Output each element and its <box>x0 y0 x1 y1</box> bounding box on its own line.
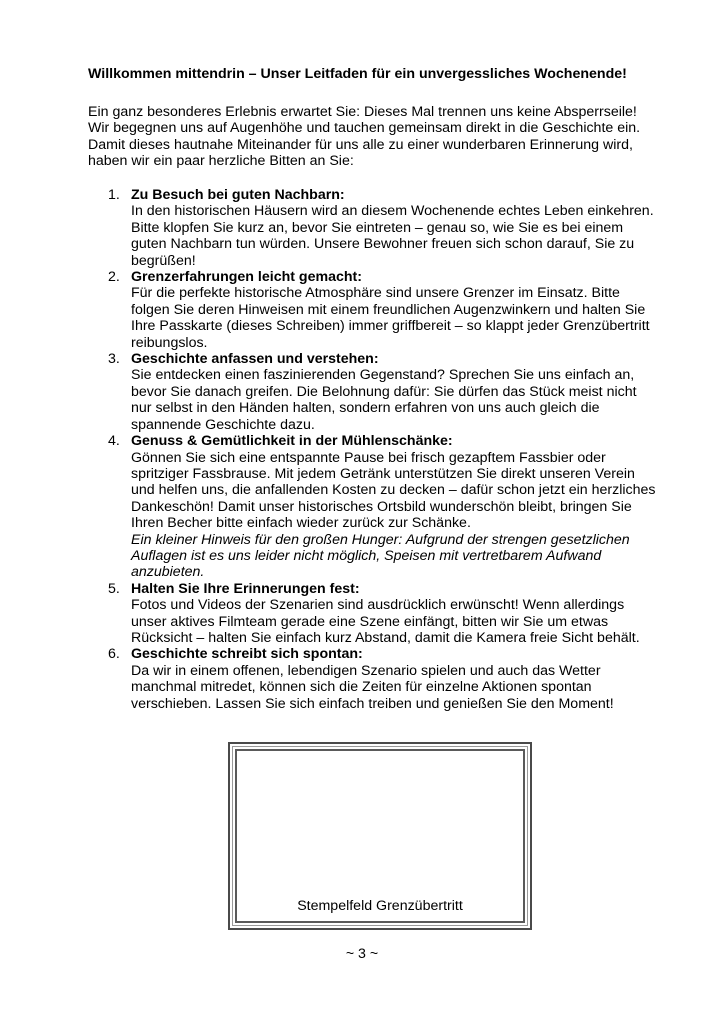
intro-line: Wir begegnen uns auf Augenhöhe und tauchen gemeinsam direkt in die Geschichte ein. <box>88 120 641 137</box>
item-heading: Geschichte schreibt sich spontan: <box>131 646 363 663</box>
item-number: 2. <box>108 269 120 286</box>
item-note-line: anzubieten. <box>131 564 205 581</box>
item-heading: Genuss & Gemütlichkeit in der Mühlenschänke: <box>131 433 453 450</box>
item-line: folgen Sie deren Hinweisen mit einem freundlichen Augenzwinkern und halten Sie <box>131 301 646 318</box>
item-line: bevor Sie danach greifen. Die Belohnung dafür: Sie dürfen das Stück meist nicht <box>131 383 637 400</box>
item-line: guten Nachbarn tun würden. Unsere Bewohner freuen sich schon darauf, Sie zu <box>131 236 635 253</box>
list-item <box>88 646 688 712</box>
intro-paragraph <box>88 104 688 170</box>
item-number: 1. <box>108 187 120 203</box>
item-line: spritziger Fassbrause. Mit jedem Getränk unterstützen Sie direkt unseren Verein <box>131 465 635 482</box>
intro-line: haben wir ein paar herzliche Bitten an Sie: <box>88 153 354 170</box>
item-line: Bitte klopfen Sie kurz an, bevor Sie eintreten – genau so, wie Sie es bei einem <box>131 219 624 236</box>
item-number: 6. <box>108 646 120 663</box>
intro-line: Ein ganz besonderes Erlebnis erwartet Sie: Dieses Mal trennen uns keine Absperrseile! <box>88 104 637 120</box>
item-heading: Geschichte anfassen und verstehen: <box>131 351 379 368</box>
intro-line: Damit dieses hautnahe Miteinander für uns alle zu einer wunderbaren Erinnerung wird, <box>88 136 633 153</box>
item-note-line: Auflagen ist es uns leider nicht möglich, Speisen mit vertretbarem Aufwand <box>131 547 602 564</box>
stamp-field-frame <box>228 742 532 930</box>
item-heading: Halten Sie Ihre Erinnerungen fest: <box>131 580 360 597</box>
item-line: Ihren Becher bitte einfach wieder zurück zur Schänke. <box>131 515 471 532</box>
item-line: Rücksicht – halten Sie einfach kurz Abstand, damit die Kamera freie Sicht behält. <box>131 629 640 646</box>
list-item <box>88 187 688 269</box>
list-item <box>88 581 688 647</box>
item-line: Ihre Passkarte (dieses Schreiben) immer griffbereit – so klappt jeder Grenzübertritt <box>131 318 650 335</box>
item-line: Gönnen Sie sich eine entspannte Pause bei frisch gezapftem Fassbier oder <box>131 449 606 466</box>
item-line: reibungslos. <box>131 334 208 351</box>
guideline-list <box>88 187 688 712</box>
item-line: Dankeschön! Damit unser historisches Ortsbild wunderschön bleibt, bringen Sie <box>131 498 632 515</box>
item-heading: Grenzerfahrungen leicht gemacht: <box>131 269 362 286</box>
item-line: Für die perfekte historische Atmosphäre sind unsere Grenzer im Einsatz. Bitte <box>131 285 620 302</box>
list-item <box>88 433 688 581</box>
item-line: nur selbst in den Händen halten, sondern erfahren von uns auch gleich die <box>131 400 600 417</box>
item-line: Fotos und Videos der Szenarien sind ausdrücklich erwünscht! Wenn allerdings <box>131 597 625 614</box>
item-note-line: Ein kleiner Hinweis für den großen Hunger: Aufgrund der strengen gesetzlichen <box>131 531 630 548</box>
item-line: manchmal mitredet, können sich die Zeiten für einzelne Aktionen spontan <box>131 679 592 696</box>
item-number: 3. <box>108 351 120 368</box>
item-line: und helfen uns, die anfallenden Kosten zu decken – dafür schon jetzt ein herzliches <box>131 482 656 499</box>
item-heading: Zu Besuch bei guten Nachbarn: <box>131 187 345 203</box>
list-item <box>88 351 688 433</box>
page-number: ~ 3 ~ <box>345 946 379 962</box>
item-number: 5. <box>108 580 120 597</box>
item-number: 4. <box>108 433 120 450</box>
item-line: unser aktives Filmteam gerade eine Szene einfängt, bitten wir Sie um etwas <box>131 613 609 630</box>
item-line: verschieben. Lassen Sie sich einfach treiben und genießen Sie den Moment! <box>131 695 614 712</box>
item-line: In den historischen Häusern wird an diesem Wochenende echtes Leben einkehren. <box>131 203 654 220</box>
item-line: begrüßen! <box>131 252 196 269</box>
stamp-field-label: Stempelfeld Grenzübertritt <box>297 897 463 914</box>
list-item <box>88 269 688 351</box>
item-line: Sie entdecken einen faszinierenden Gegenstand? Sprechen Sie uns einfach an, <box>131 367 635 384</box>
document-title: Willkommen mittendrin – Unser Leitfaden für ein unvergessliches Wochenende! <box>88 66 627 82</box>
item-line: spannende Geschichte dazu. <box>131 416 315 433</box>
item-line: Da wir in einem offenen, lebendigen Szenario spielen und auch das Wetter <box>131 662 601 679</box>
